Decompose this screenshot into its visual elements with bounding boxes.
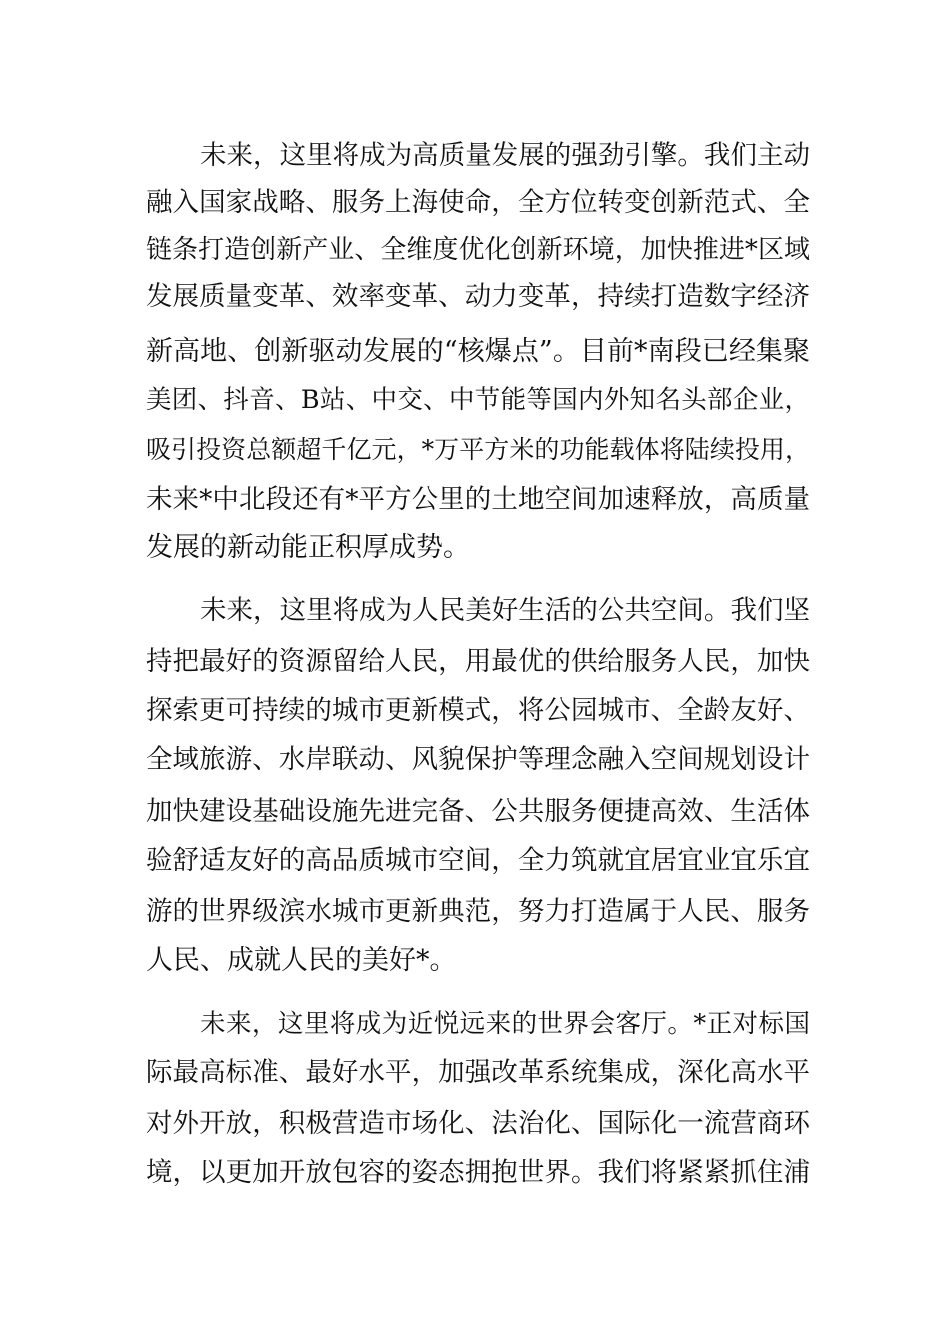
paragraph-1-line-8: 未来*中北段还有*平方公里的土地空间加速释放，高质量 [146,484,810,515]
paragraph-2-line-5: 加快建设基础设施先进完备、公共服务便捷高效、生活体 [146,796,810,827]
paragraph-1-line-5: 新高地、创新驱动发展的“核爆点”。目前*南段已经集聚 [146,336,810,367]
paragraph-2-line-6: 验舒适友好的高品质城市空间，全力筑就宜居宜业宜乐宜 [146,845,810,876]
paragraph-1-line-3: 链条打造创新产业、全维度优化创新环境，加快推进*区域 [146,235,810,265]
paragraph-2-line-3: 探索更可持续的城市更新模式，将公园城市、全龄友好、 [146,695,810,726]
paragraph-2-line-8: 人民、成就人民的美好*。 [146,945,457,976]
paragraph-1-line-6: 美团、抖音、B站、中交、中节能等国内外知名头部企业， [146,385,810,415]
paragraph-2-line-4: 全域旅游、水岸联动、风貌保护等理念融入空间规划设计 [146,744,810,775]
paragraph-1-line-9: 发展的新动能正积厚成势。 [146,532,470,563]
paragraph-2-line-2: 持把最好的资源留给人民，用最优的供给服务人民，加快 [146,646,810,677]
paragraph-3-line-1: 未来，这里将成为近悦远来的世界会客厅。*正对标国 [200,1009,810,1039]
paragraph-1-line-7: 吸引投资总额超千亿元，*万平方米的功能载体将陆续投用， [146,435,810,464]
paragraph-3-line-3: 对外开放，积极营造市场化、法治化、国际化一流营商环 [146,1108,810,1139]
paragraph-1-line-4: 发展质量变革、效率变革、动力变革，持续打造数字经济 [146,281,810,312]
paragraph-3-line-4: 境，以更加开放包容的姿态拥抱世界。我们将紧紧抓住浦 [146,1157,810,1188]
paragraph-3-line-2: 际最高标准、最好水平，加强改革系统集成，深化高水平 [146,1057,810,1088]
paragraph-1-line-2: 融入国家战略、服务上海使命，全方位转变创新范式、全 [146,187,810,218]
paragraph-2-line-7: 游的世界级滨水城市更新典范，努力打造属于人民、服务 [146,896,810,927]
paragraph-1-line-1: 未来，这里将成为高质量发展的强劲引擎。我们主动 [200,140,810,171]
paragraph-2-line-1: 未来，这里将成为人民美好生活的公共空间。我们坚 [200,595,810,626]
